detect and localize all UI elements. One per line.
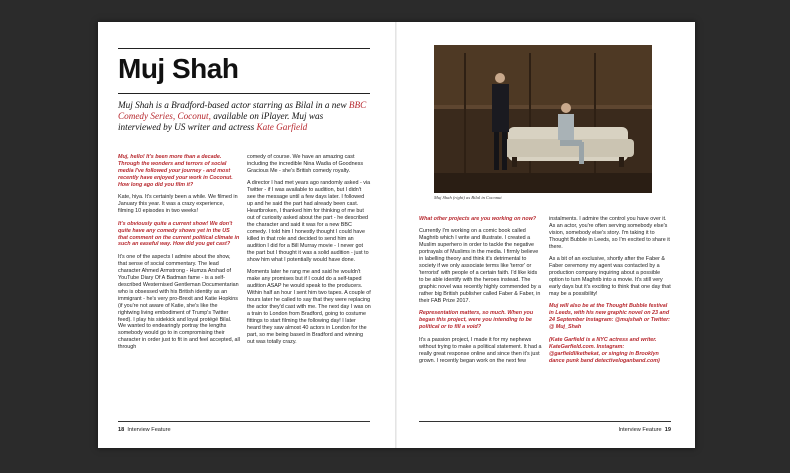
title-bottom-rule bbox=[118, 93, 370, 94]
photo-caption: Muj Shah (right) as Bilal in Coconut bbox=[434, 195, 502, 200]
column-2 bbox=[247, 154, 371, 351]
page-number-right: 19 bbox=[664, 427, 671, 433]
magazine-spread bbox=[98, 22, 695, 448]
answer-2: It's one of the aspects I admire about the show, that sense of social commentary. The lead character Ahmed Armstrong - Humza Arshad of YouTube Diary Of A Badman fame - is a self-described Westernised Gentleman Documentarian who is obsessed with his British identity as an immigrant - he's very pro-Brexit and Katie Hopkins (if you're not aware of Katie, she's like the rightwing living embodiment of Trump's Twitter feed). I play his sidekick and loyal protégé Bilal. We wanted to endearingly portray the lengths somebody would go to in compromising their character in order just to fit in and feel accepted, all through bbox=[118, 253, 240, 351]
footer-rule-left bbox=[118, 421, 370, 422]
intro-standfirst bbox=[118, 100, 368, 134]
magazine-photo bbox=[434, 45, 652, 193]
section-label-left: Interview Feature bbox=[127, 427, 171, 433]
page-number-left: 18 bbox=[118, 427, 125, 433]
writer-bio: (Kate Garfield is a NYC actress and writer. KateGarfield.com. Instagram: @garfieldlikethekat, or singing in Brooklyn dance punk band detectiveloganband.com) bbox=[549, 336, 660, 364]
column-1 bbox=[118, 154, 240, 357]
answer-3: Currently I'm working on a comic book called Maghrib which I write and illustrate. I created a Muslim superhero in order to tackle the negative portrayals of Muslims in the media. I firmly believe in labelling theory and think it's detrimental to society if we only associate terms like 'terror' or 'terrorist' with people of a certain faith. I'd like kids to be able identify with the heroes instead. The graphic novel was recently highly commended by a rather big British publisher called Faber & Faber, in their FAB Prize 2017. bbox=[419, 228, 541, 304]
event-note: Muj will also be at the Thought Bubble festival in Leeds, with his new graphic novel on 23 and 24 September Instagram: @mujshah or Twitter: @ Muj_Shah bbox=[549, 303, 670, 331]
footer-right bbox=[618, 427, 671, 433]
answer-4: It's a passion project, I made it for my nephews without trying to make a political statement. It had a really great response online and since then it's just grown. I recently began work on the next few bbox=[419, 336, 542, 364]
right-page bbox=[399, 22, 695, 448]
column-4-para-2: As a bit of an exclusive, shortly after the Faber & Faber ceremony my agent was contacted by a production company inquiring about a possible option to turn Maghrib into a movie. It's still very early days but it's exciting to think that one day that may be a possibility! bbox=[549, 256, 671, 298]
question-4: Representation matters, so much. When you began this project, were you intending to be political or to fill a void? bbox=[419, 310, 534, 331]
question-2: It's obviously quite a current show! We don't quite have any comedy shows yet in the US that comment on the current political climate in such an easeful way. How did you get cast? bbox=[118, 220, 240, 248]
footer-rule-right bbox=[419, 421, 671, 422]
intro-writer-name: Kate Garfield bbox=[256, 122, 308, 133]
column-4 bbox=[549, 216, 673, 370]
title-top-rule bbox=[118, 48, 370, 49]
intro-text-1: Muj Shah is a Bradford-based actor starring as Bilal in a new bbox=[118, 100, 349, 110]
column-2-para-3: Moments later he rang me and said he wouldn't make any promises but if I could do a self-taped audition ASAP he would speak to the producers. Within half an hour I sent him two tapes. A couple of hours later he called to say that they were replacing the actor they'd cast with me. The next day I was on a train to London from Bradford, going to costume fittings to start filming the following day! I later heard they saw almost 40 actors in London for the part, so me being based in Bradford and winning out was totally crazy. bbox=[247, 269, 371, 345]
section-label-right: Interview Feature bbox=[618, 427, 662, 433]
column-2-para-2: A director I had met years ago randomly asked - via Twitter - if I was available to audition, but I didn't see the message until a few days later. I followed up and he said the part had already been cast. Heartbroken, I thanked him for thinking of me but out of curiosity asked about the part - he described the character and said it was for a new BBC comedy. I told him I honestly thought I could have killed in that role and decided to send him an audition I did for a Bill Murray movie - I never got the part but I thought it was a solid audition - just to show him what I potentially would have done. bbox=[247, 180, 371, 263]
page-gutter bbox=[395, 22, 397, 448]
question-1: Muj, hello! It's been more than a decade. Through the wonders and terrors of social media I've followed your journey - and most recently have enjoyed your work in Coconut. How long ago did you film it? bbox=[118, 154, 233, 188]
column-4-para-1: instalments. I admire the control you have over it. As an actor, you're often serving somebody else's vision, somebody else's story. I'm taking it to Thought Bubble in Leeds, so I'm excited to share it there. bbox=[549, 216, 670, 250]
page-title: Muj Shah bbox=[118, 53, 239, 84]
column-2-para-1: comedy of course. We have an amazing cast including the incredible Nina Wadia of Goodness Gracious Me - she's British comedy royalty. bbox=[247, 154, 364, 174]
intro-show-link: BBC Comedy Series, Coconut, bbox=[118, 100, 367, 122]
answer-1: Kate, hiya. It's certainly been a while. We filmed in January this year. It was a crazy experience, filming 10 episodes in two weeks! bbox=[118, 194, 238, 215]
photo-illustration bbox=[434, 45, 652, 193]
left-page bbox=[98, 22, 394, 448]
footer-left bbox=[118, 427, 171, 433]
column-3 bbox=[419, 216, 543, 370]
question-3: What other projects are you working on now? bbox=[419, 216, 537, 222]
intro-text-2: available on iPlayer. Muj was interviewed by US writer and actress bbox=[118, 111, 324, 133]
